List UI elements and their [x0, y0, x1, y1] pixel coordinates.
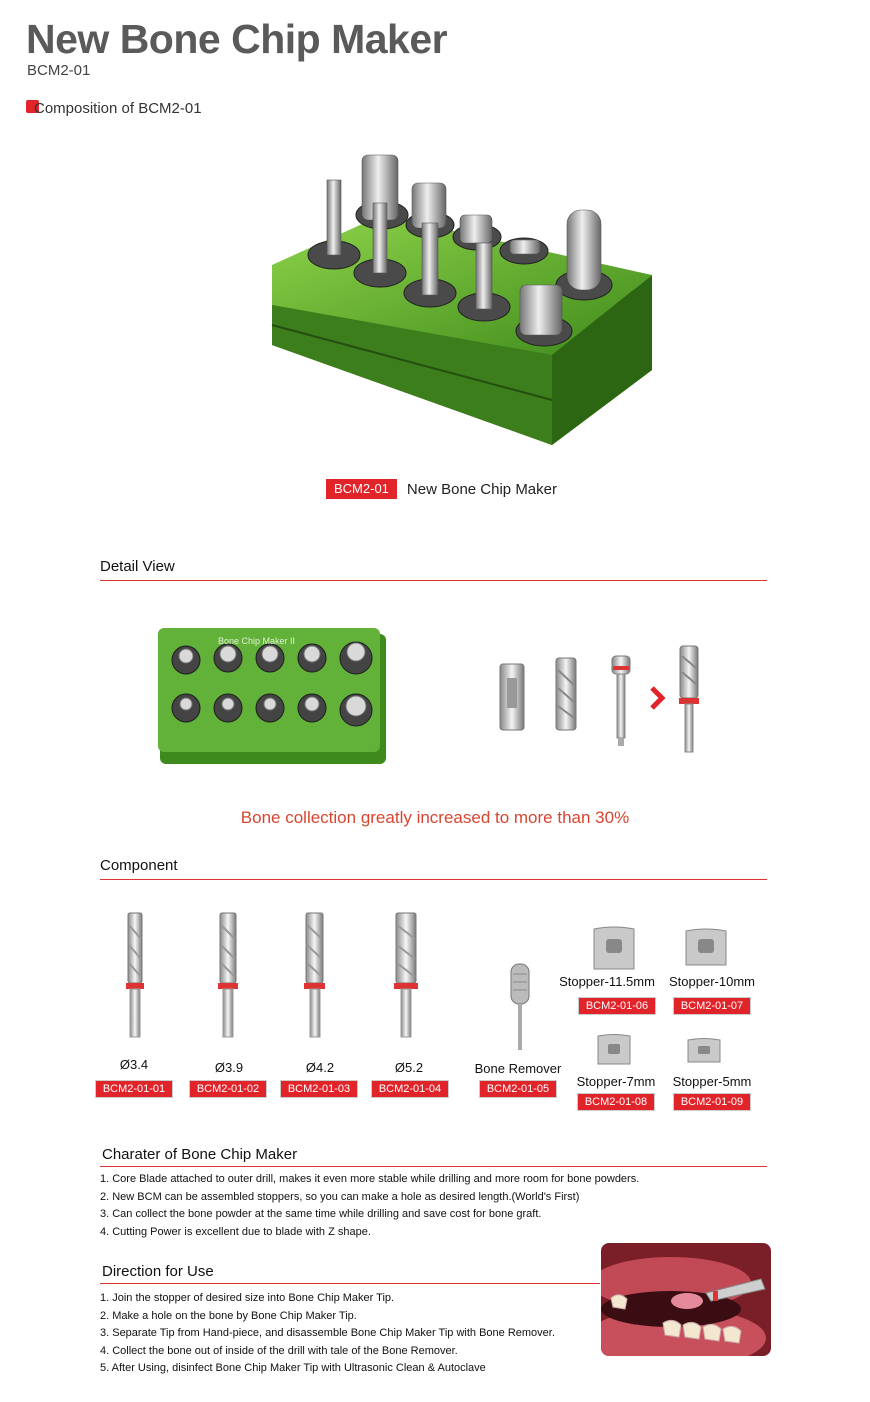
- character-item: 1. Core Blade attached to outer drill, makes it even more stable while drilling and more room for bone powders.: [100, 1173, 640, 1185]
- drill-5-2-label: Ø5.2: [394, 1060, 424, 1075]
- stopper-7mm-code: BCM2-01-08: [577, 1093, 655, 1111]
- bone-remover-code: BCM2-01-05: [479, 1080, 557, 1098]
- composition-heading: [26, 100, 202, 117]
- direction-rule: [100, 1283, 600, 1284]
- direction-list: [100, 1290, 555, 1378]
- stopper-7mm-label: Stopper-7mm: [576, 1074, 656, 1089]
- bone-remover-image: [505, 960, 535, 1055]
- bone-collection-highlight: Bone collection greatly increased to more than 30%: [240, 808, 630, 827]
- product-caption-tag: BCM2-01: [326, 479, 397, 499]
- character-list: [100, 1171, 639, 1241]
- bone-remover-label: Bone Remover: [474, 1061, 562, 1076]
- detail-view-rule: [100, 580, 767, 581]
- stoppers-bottom-image: [590, 1032, 760, 1068]
- drill-3-4-label: Ø3.4: [119, 1057, 149, 1072]
- direction-item: 2. Make a hole on the bone by Bone Chip Maker Tip.: [100, 1309, 357, 1322]
- stopper-5mm-label: Stopper-5mm: [672, 1074, 752, 1089]
- kit-top-view-label: Bone Chip Maker II: [218, 636, 296, 646]
- product-caption: [326, 479, 557, 499]
- direction-item: 1. Join the stopper of desired size into Bone Chip Maker Tip.: [100, 1292, 395, 1304]
- stopper-5mm-code: BCM2-01-09: [673, 1093, 751, 1111]
- detail-view-heading: Detail View: [100, 558, 175, 575]
- drill-3-4-code: BCM2-01-01: [95, 1080, 173, 1098]
- character-heading: Charater of Bone Chip Maker: [102, 1146, 298, 1163]
- drill-4-2-label: Ø4.2: [305, 1060, 335, 1075]
- drills-image: [110, 905, 440, 1055]
- stopper-10mm-code: BCM2-01-07: [673, 997, 751, 1015]
- detail-parts-image: [492, 640, 707, 765]
- direction-item: 3. Separate Tip from Hand-piece, and disassemble Bone Chip Maker Tip with Bone Remover.: [100, 1327, 555, 1339]
- product-caption-name: New Bone Chip Maker: [406, 480, 557, 498]
- direction-heading: Direction for Use: [102, 1263, 214, 1280]
- component-heading: Component: [100, 857, 178, 874]
- stopper-11-5mm-label: Stopper-11.5mm: [559, 974, 655, 989]
- drill-3-9-label: Ø3.9: [214, 1060, 244, 1075]
- character-item: 4. Cutting Power is excellent due to blade with Z shape.: [100, 1225, 371, 1238]
- direction-item: 5. After Using, disinfect Bone Chip Maker Tip with Ultrasonic Clean & Autoclave: [100, 1362, 486, 1374]
- drill-4-2-code: BCM2-01-03: [280, 1080, 358, 1098]
- composition-heading-text: Composition of BCM2-01: [34, 100, 202, 117]
- drill-3-9-code: BCM2-01-02: [189, 1080, 267, 1098]
- page-title: New Bone Chip Maker: [26, 16, 448, 62]
- clinical-photo: [601, 1243, 771, 1356]
- character-item: 3. Can collect the bone powder at the same time while drilling and save cost for bone graft.: [100, 1208, 542, 1220]
- character-rule: [100, 1166, 767, 1167]
- drill-5-2-code: BCM2-01-04: [371, 1080, 449, 1098]
- stopper-10mm-label: Stopper-10mm: [669, 974, 755, 989]
- direction-item: 4. Collect the bone out of inside of the drill with tale of the Bone Remover.: [100, 1344, 458, 1357]
- kit-top-view-image: [158, 628, 388, 770]
- character-item: 2. New BCM can be assembled stoppers, so you can make a hole as desired length.(World's First): [100, 1190, 580, 1203]
- product-code: BCM2-01: [27, 62, 91, 79]
- stoppers-top-image: [590, 925, 760, 973]
- product-kit-image: [262, 145, 662, 460]
- component-rule: [100, 879, 767, 880]
- stopper-11-5mm-code: BCM2-01-06: [578, 997, 656, 1015]
